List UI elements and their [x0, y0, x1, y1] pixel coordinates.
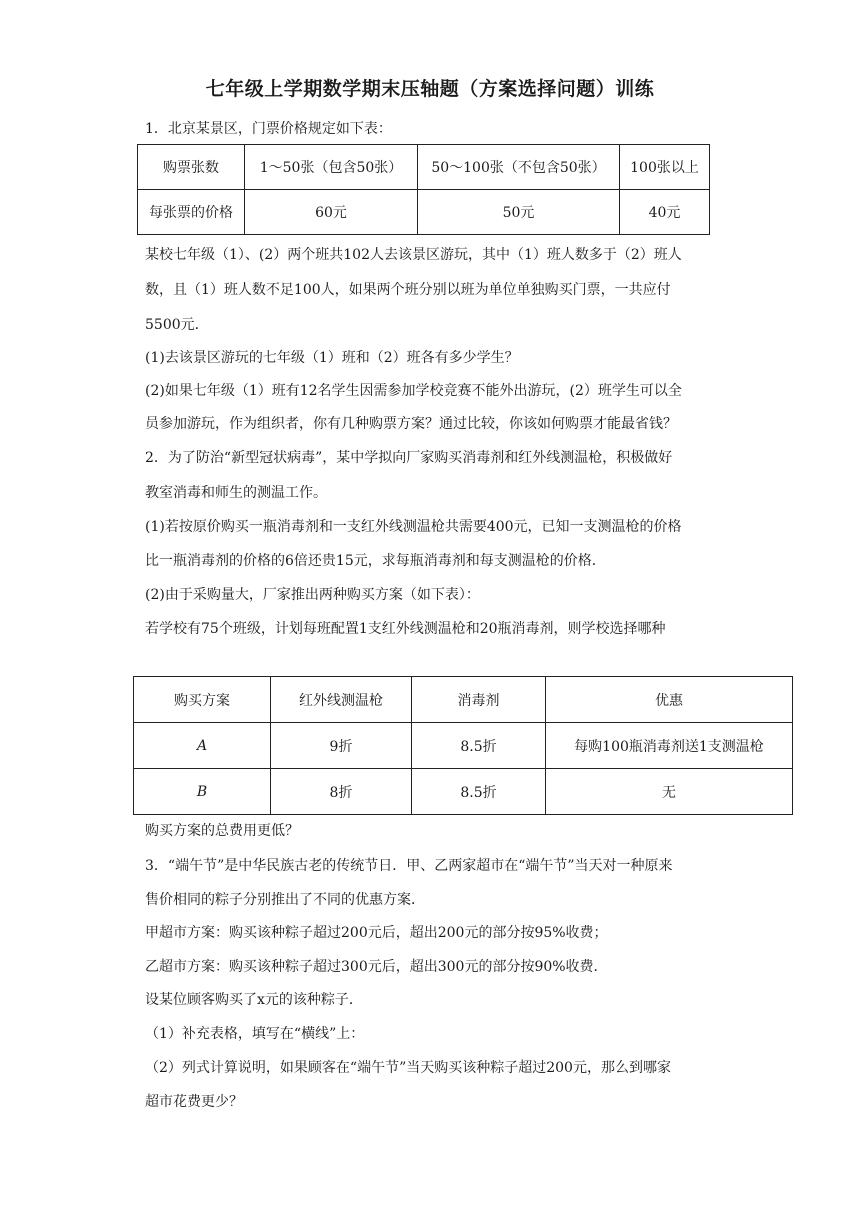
table-cell: 60元	[245, 190, 418, 235]
table-row	[134, 769, 793, 815]
table-cell: 优惠	[546, 677, 793, 723]
q1-intro: 1．北京某景区，门票价格规定如下表：	[145, 121, 392, 137]
q3-line: （2）列式计算说明，如果顾客在“端午节”当天购买该种粽子超过200元，那么到哪家	[145, 1060, 671, 1076]
q2-line: 若学校有75个班级，计划每班配置1支红外线测温枪和20瓶消毒剂，则学校选择哪种	[145, 621, 666, 637]
table-cell: 8.5折	[412, 769, 546, 815]
table-cell: 40元	[620, 190, 710, 235]
table-cell: 1～50张（包含50张）	[245, 145, 418, 190]
table-cell: 红外线测温枪	[271, 677, 412, 723]
q3-line: 超市花费更少？	[145, 1094, 243, 1110]
table-cell: 消毒剂	[412, 677, 546, 723]
q1-line: 数，且（1）班人数不足100人，如果两个班分别以班为单位单独购买门票，一共应付	[145, 282, 671, 298]
table-row	[138, 190, 710, 235]
table-cell: 50～100张（不包含50张）	[418, 145, 620, 190]
table-cell: A	[134, 723, 271, 769]
table-cell: 每张票的价格	[138, 190, 245, 235]
table-cell: B	[134, 769, 271, 815]
table-cell: 购买方案	[134, 677, 271, 723]
table-cell: 8.5折	[412, 723, 546, 769]
table-cell: 购票张数	[138, 145, 245, 190]
q2-line: 教室消毒和师生的测温工作。	[145, 485, 327, 501]
q2-line: 比一瓶消毒剂的价格的6倍还贵15元，求每瓶消毒剂和每支测温枪的价格．	[145, 553, 606, 569]
q2-line: 购买方案的总费用更低？	[145, 823, 299, 839]
table-cell: 每购100瓶消毒剂送1支测温枪	[546, 723, 793, 769]
table-cell: 9折	[271, 723, 412, 769]
q3-line: 3．“端午节”是中华民族古老的传统节日．甲、乙两家超市在“端午节”当天对一种原来	[145, 858, 673, 874]
table-cell: 50元	[418, 190, 620, 235]
table-row	[138, 145, 710, 190]
q2-line: (2)由于采购量大，厂家推出两种购买方案（如下表）：	[145, 587, 480, 603]
table-row	[134, 677, 793, 723]
q3-line: 售价相同的粽子分别推出了不同的优惠方案．	[145, 892, 425, 908]
q1-line: (1)去该景区游玩的七年级（1）班和（2）班各有多少学生？	[145, 350, 519, 366]
q2-line: 2．为了防治“新型冠状病毒”，某中学拟向厂家购买消毒剂和红外线测温枪，积极做好	[145, 450, 673, 466]
table-cell: 无	[546, 769, 793, 815]
q2-line: (1)若按原价购买一瓶消毒剂和一支红外线测温枪共需要400元，已知一支测温枪的价格	[145, 519, 682, 535]
q1-line: 5500元．	[145, 317, 209, 333]
table-row	[134, 723, 793, 769]
q3-line: （1）补充表格，填写在“横线”上：	[145, 1026, 365, 1042]
purchase-plan-table	[133, 676, 793, 815]
ticket-price-table	[137, 144, 710, 235]
q1-line: 员参加游玩，作为组织者，你有几种购票方案？通过比较，你该如何购票才能最省钱？	[145, 416, 677, 432]
q3-line: 甲超市方案：购买该种粽子超过200元后，超出200元的部分按95%收费；	[145, 925, 608, 941]
table-cell: 100张以上	[620, 145, 710, 190]
q1-line: 某校七年级（1）、(2）两个班共102人去该景区游玩，其中（1）班人数多于（2）班人	[145, 247, 682, 263]
page-title: 七年级上学期数学期末压轴题（方案选择问题）训练	[205, 78, 655, 100]
table-cell: 8折	[271, 769, 412, 815]
q1-line: (2)如果七年级（1）班有12名学生因需参加学校竞赛不能外出游玩，(2）班学生可以全	[145, 383, 682, 399]
q3-line: 乙超市方案：购买该种粽子超过300元后，超出300元的部分按90%收费．	[145, 959, 608, 975]
q3-line: 设某位顾客购买了x元的该种粽子．	[145, 992, 363, 1008]
